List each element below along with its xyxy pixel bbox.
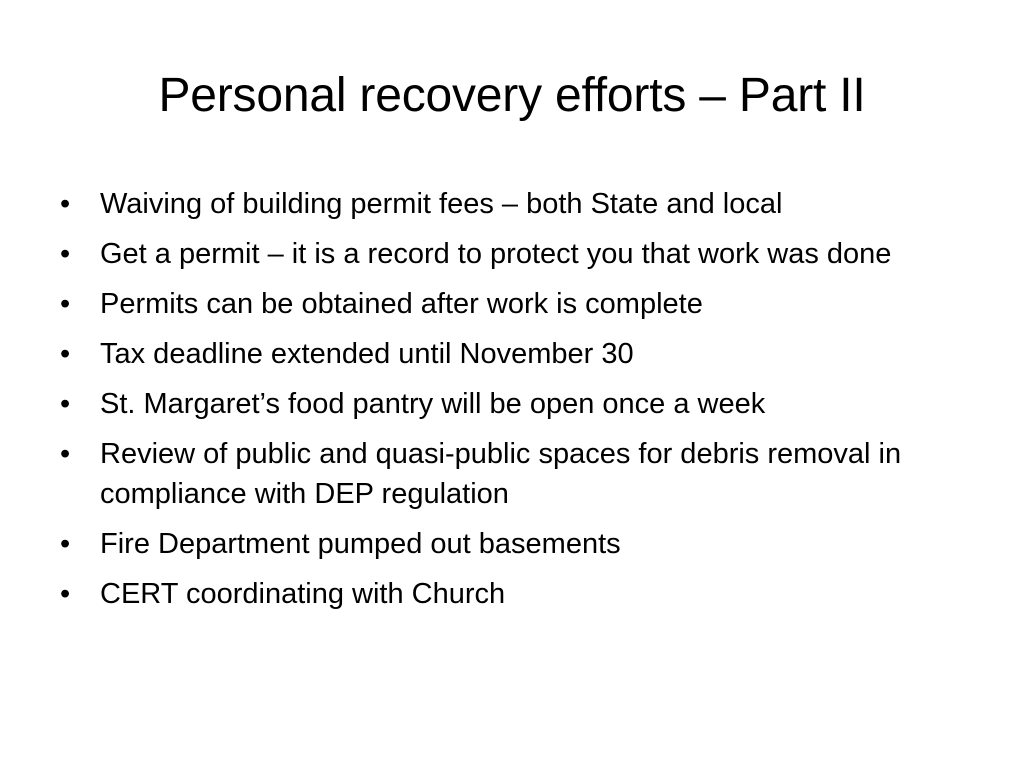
- bullet-dot-icon: •: [60, 528, 71, 560]
- bullet-dot-icon: •: [60, 338, 71, 370]
- bullet-text: Waiving of building permit fees – both State and local: [100, 188, 783, 220]
- bullet-text: Review of public and quasi-public spaces for debris removal in compliance with DEP regulation: [100, 438, 902, 510]
- bullet-item: [60, 524, 940, 564]
- bullet-list: [60, 184, 940, 624]
- bullet-item: [60, 184, 940, 224]
- slide-title: Personal recovery efforts – Part II: [158, 69, 866, 122]
- bullet-text: Tax deadline extended until November 30: [100, 338, 634, 370]
- bullet-dot-icon: •: [60, 288, 71, 320]
- bullet-item: [60, 384, 940, 424]
- bullet-item: [60, 574, 940, 614]
- bullet-text: St. Margaret’s food pantry will be open once a week: [100, 388, 766, 420]
- bullet-dot-icon: •: [60, 438, 71, 470]
- bullet-item: [60, 334, 940, 374]
- bullet-text: Fire Department pumped out basements: [100, 528, 621, 560]
- bullet-dot-icon: •: [60, 578, 71, 610]
- bullet-text: Get a permit – it is a record to protect you that work was done: [100, 238, 892, 270]
- bullet-text: CERT coordinating with Church: [100, 578, 506, 610]
- bullet-dot-icon: •: [60, 238, 71, 270]
- bullet-item: [60, 284, 940, 324]
- bullet-dot-icon: •: [60, 188, 71, 220]
- bullet-text: Permits can be obtained after work is complete: [100, 288, 703, 320]
- bullet-dot-icon: •: [60, 388, 71, 420]
- bullet-item: [60, 234, 940, 274]
- bullet-item: [60, 434, 940, 514]
